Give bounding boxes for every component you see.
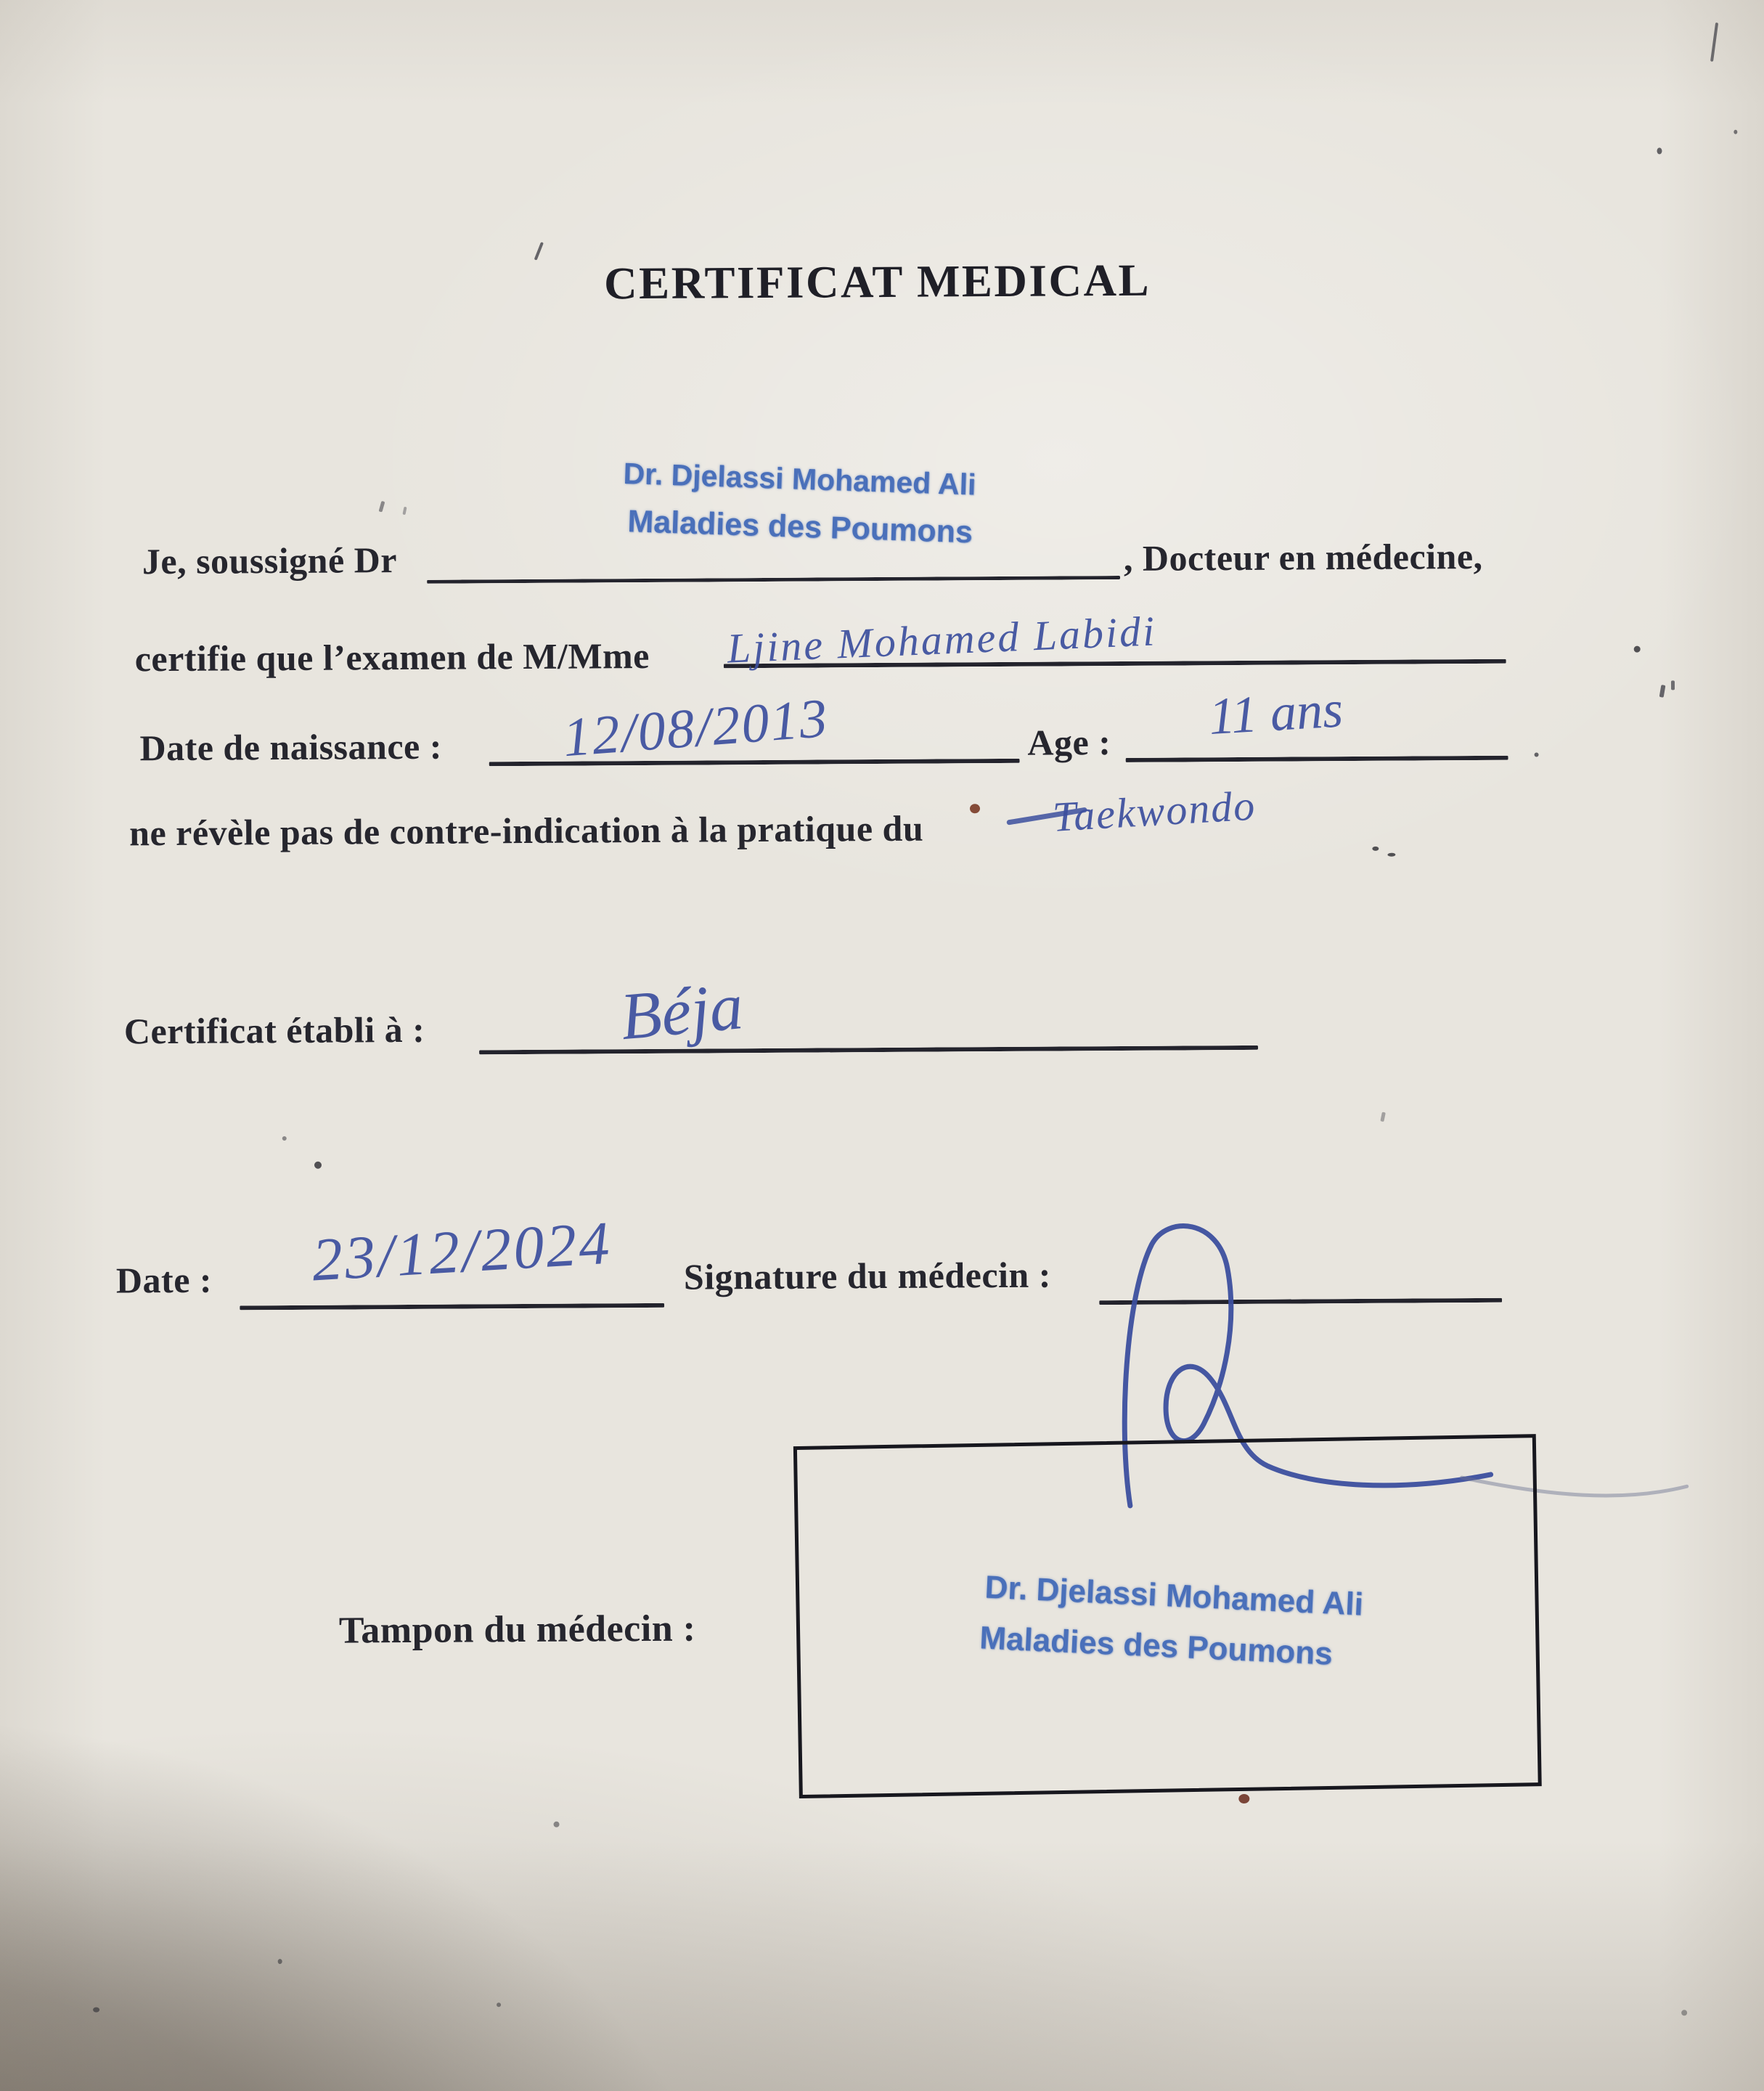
age-line bbox=[1126, 756, 1508, 762]
ink-speck bbox=[497, 2002, 501, 2007]
no-contraindication-label: ne révèle pas de contre-indication à la pratique du bbox=[129, 807, 924, 854]
ink-speck bbox=[1535, 752, 1539, 757]
ink-speck bbox=[278, 1959, 282, 1964]
doctor-stamp-box-line2: Maladies des Poumons bbox=[979, 1620, 1334, 1672]
birth-label: Date de naissance : bbox=[139, 725, 443, 769]
birth-value-handwritten: 12/08/2013 bbox=[560, 687, 831, 769]
ink-speck bbox=[93, 2008, 99, 2013]
established-at-label: Certificat établi à : bbox=[123, 1008, 425, 1052]
ink-speck bbox=[1634, 646, 1641, 653]
doctor-stamp-top bbox=[621, 457, 977, 551]
established-at-line bbox=[479, 1046, 1258, 1055]
doctor-stamp-top-line2: Maladies des Poumons bbox=[626, 504, 973, 550]
intro-prefix: Je, soussigné Dr bbox=[142, 539, 398, 582]
stray-pen-mark bbox=[379, 501, 385, 513]
stray-pen-mark bbox=[1380, 1112, 1386, 1122]
ink-speck bbox=[1734, 130, 1737, 134]
stray-pen-mark bbox=[402, 507, 407, 515]
stray-pen-mark bbox=[1671, 680, 1675, 690]
examinee-name-handwritten: Ljine Mohamed Labidi bbox=[726, 607, 1158, 672]
intro-suffix: , Docteur en médecine, bbox=[1123, 535, 1483, 579]
age-value-handwritten: 11 ans bbox=[1207, 680, 1345, 746]
doctor-stamp-box bbox=[981, 1570, 1364, 1674]
stray-pen-mark bbox=[1710, 23, 1718, 62]
doctor-stamp-top-line1: Dr. Djelassi Mohamed Ali bbox=[622, 456, 977, 502]
date-label: Date : bbox=[115, 1259, 213, 1301]
ink-speck bbox=[1387, 853, 1395, 857]
age-label: Age : bbox=[1027, 722, 1111, 763]
red-speck bbox=[970, 804, 980, 813]
ink-speck bbox=[314, 1162, 322, 1169]
signature-label: Signature du médecin : bbox=[683, 1254, 1052, 1297]
examinee-label: certifie que l’examen de M/Mme bbox=[134, 635, 650, 680]
date-line-blank bbox=[240, 1303, 664, 1311]
date-value-handwritten: 23/12/2024 bbox=[310, 1209, 613, 1295]
doctor-name-blank-line bbox=[427, 576, 1120, 584]
ink-speck bbox=[1681, 2010, 1687, 2015]
activity-handwritten: Taekwondo bbox=[1051, 781, 1257, 841]
stray-pen-mark bbox=[1659, 685, 1666, 698]
ink-speck bbox=[1657, 147, 1662, 154]
stamp-section-label: Tampon du médecin : bbox=[338, 1607, 696, 1652]
established-at-handwritten: Béja bbox=[617, 969, 746, 1054]
certificate-title: CERTIFICAT MEDICAL bbox=[603, 254, 1151, 309]
ink-speck bbox=[282, 1136, 287, 1141]
doctor-stamp-box-line1: Dr. Djelassi Mohamed Ali bbox=[984, 1569, 1364, 1623]
ink-speck bbox=[1372, 847, 1379, 851]
red-speck bbox=[1238, 1794, 1249, 1803]
ink-speck bbox=[554, 1822, 560, 1827]
